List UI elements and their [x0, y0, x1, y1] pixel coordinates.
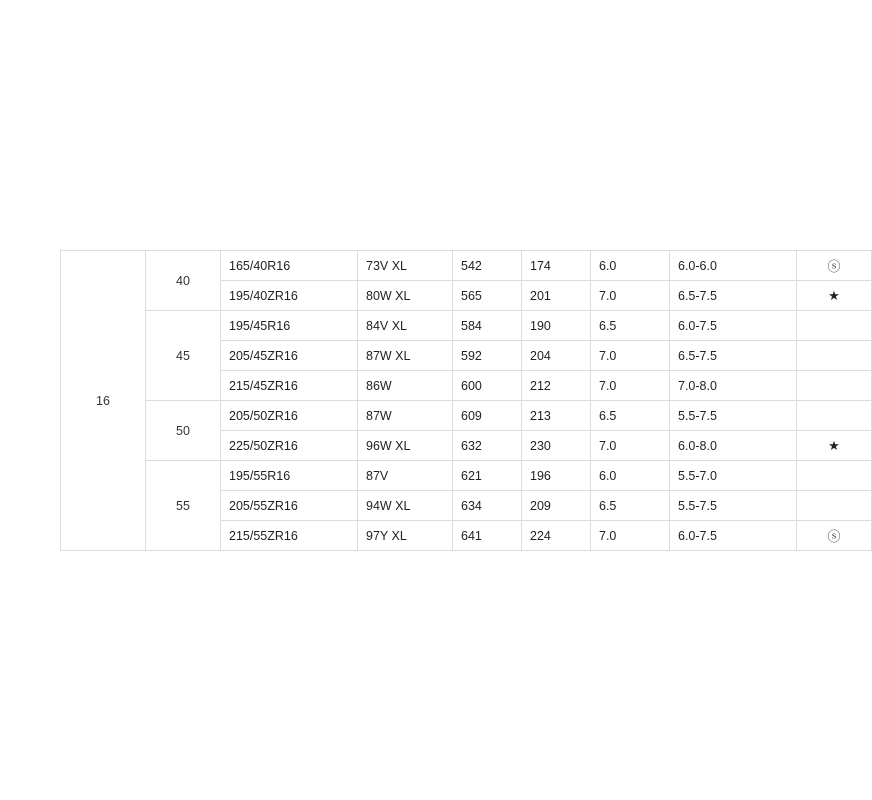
section-width-cell: 196 [522, 461, 591, 491]
aspect-ratio-cell: 40 [146, 251, 221, 311]
section-width-cell: 174 [522, 251, 591, 281]
overall-diameter-cell: 634 [453, 491, 522, 521]
measuring-rim-width-cell: 6.5 [591, 401, 670, 431]
section-width-cell: 213 [522, 401, 591, 431]
permitted-rim-range-cell: 6.0-6.0 [670, 251, 797, 281]
load-speed-index-cell: 84V XL [358, 311, 453, 341]
marking-cell: ★ [797, 281, 872, 311]
measuring-rim-width-cell: 6.0 [591, 461, 670, 491]
aspect-ratio-cell: 55 [146, 461, 221, 551]
permitted-rim-range-cell: 5.5-7.5 [670, 491, 797, 521]
tire-size-cell: 205/50ZR16 [221, 401, 358, 431]
overall-diameter-cell: 632 [453, 431, 522, 461]
section-width-cell: 209 [522, 491, 591, 521]
measuring-rim-width-cell: 7.0 [591, 281, 670, 311]
overall-diameter-cell: 609 [453, 401, 522, 431]
load-speed-index-cell: 87V [358, 461, 453, 491]
measuring-rim-width-cell: 6.5 [591, 311, 670, 341]
load-speed-index-cell: 86W [358, 371, 453, 401]
table-row [61, 251, 872, 281]
overall-diameter-cell: 565 [453, 281, 522, 311]
permitted-rim-range-cell: 7.0-8.0 [670, 371, 797, 401]
overall-diameter-cell: 600 [453, 371, 522, 401]
section-width-cell: 224 [522, 521, 591, 551]
permitted-rim-range-cell: 6.5-7.5 [670, 341, 797, 371]
section-width-cell: 230 [522, 431, 591, 461]
section-width-cell: 212 [522, 371, 591, 401]
marking-cell: ⓢ [797, 251, 872, 281]
permitted-rim-range-cell: 6.0-8.0 [670, 431, 797, 461]
marking-cell: ⓢ [797, 521, 872, 551]
overall-diameter-cell: 641 [453, 521, 522, 551]
tire-size-cell: 205/55ZR16 [221, 491, 358, 521]
marking-cell [797, 491, 872, 521]
load-speed-index-cell: 73V XL [358, 251, 453, 281]
aspect-ratio-cell: 50 [146, 401, 221, 461]
load-speed-index-cell: 87W XL [358, 341, 453, 371]
permitted-rim-range-cell: 5.5-7.0 [670, 461, 797, 491]
marking-cell: ★ [797, 431, 872, 461]
tire-size-cell: 195/55R16 [221, 461, 358, 491]
load-speed-index-cell: 96W XL [358, 431, 453, 461]
permitted-rim-range-cell: 6.0-7.5 [670, 521, 797, 551]
tire-size-cell: 195/45R16 [221, 311, 358, 341]
tire-size-cell: 225/50ZR16 [221, 431, 358, 461]
marking-cell [797, 461, 872, 491]
permitted-rim-range-cell: 6.0-7.5 [670, 311, 797, 341]
marking-cell [797, 401, 872, 431]
marking-cell [797, 371, 872, 401]
load-speed-index-cell: 87W [358, 401, 453, 431]
overall-diameter-cell: 621 [453, 461, 522, 491]
measuring-rim-width-cell: 6.5 [591, 491, 670, 521]
rim-diameter-cell: 16 [61, 251, 146, 551]
tire-size-cell: 195/40ZR16 [221, 281, 358, 311]
measuring-rim-width-cell: 7.0 [591, 341, 670, 371]
measuring-rim-width-cell: 7.0 [591, 371, 670, 401]
measuring-rim-width-cell: 7.0 [591, 431, 670, 461]
section-width-cell: 201 [522, 281, 591, 311]
tire-spec-table-container [60, 250, 841, 551]
permitted-rim-range-cell: 6.5-7.5 [670, 281, 797, 311]
section-width-cell: 190 [522, 311, 591, 341]
tire-size-cell: 205/45ZR16 [221, 341, 358, 371]
table-row [61, 401, 872, 431]
aspect-ratio-cell: 45 [146, 311, 221, 401]
tire-spec-table [60, 250, 872, 551]
load-speed-index-cell: 97Y XL [358, 521, 453, 551]
table-row [61, 311, 872, 341]
table-row [61, 461, 872, 491]
section-width-cell: 204 [522, 341, 591, 371]
overall-diameter-cell: 542 [453, 251, 522, 281]
load-speed-index-cell: 80W XL [358, 281, 453, 311]
overall-diameter-cell: 592 [453, 341, 522, 371]
load-speed-index-cell: 94W XL [358, 491, 453, 521]
overall-diameter-cell: 584 [453, 311, 522, 341]
measuring-rim-width-cell: 7.0 [591, 521, 670, 551]
tire-size-cell: 215/45ZR16 [221, 371, 358, 401]
marking-cell [797, 311, 872, 341]
tire-spec-table-body [61, 251, 872, 551]
measuring-rim-width-cell: 6.0 [591, 251, 670, 281]
tire-size-cell: 215/55ZR16 [221, 521, 358, 551]
permitted-rim-range-cell: 5.5-7.5 [670, 401, 797, 431]
marking-cell [797, 341, 872, 371]
tire-size-cell: 165/40R16 [221, 251, 358, 281]
